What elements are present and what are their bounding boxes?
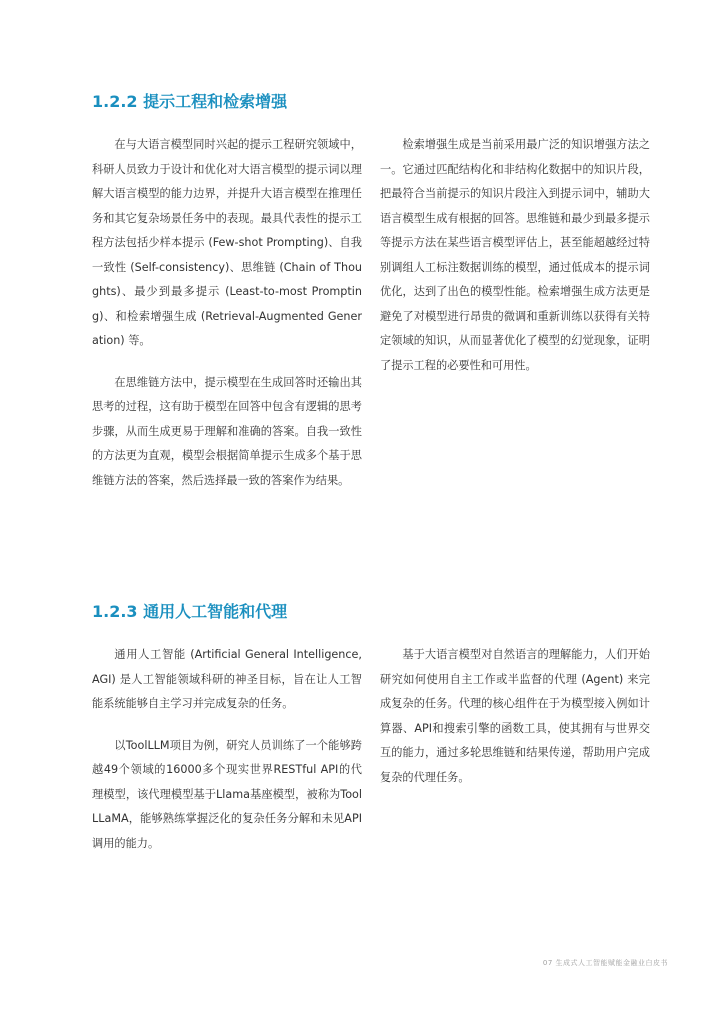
page-footer: 07 生成式人工智能赋能金融业白皮书	[542, 959, 668, 967]
paragraph: 检索增强生成是当前采用最广泛的知识增强方法之一。它通过匹配结构化和非结构化数据中的知识片段，把最符合当前提示的知识片段注入到提示词中，辅助大语言模型生成有根据的回答。思维链和最少到最多提示等提示方法在某些语言模型评估上，甚至能超越经过特别调组人工标注数据训练的模型，通过低成本的提示词优化，达到了出色的模型性能。检索增强生成方法更是避免了对模型进行昂贵的微调和重新训练以获得有关特定领域的知识，从而显著优化了模型的幻觉现象，证明了提示工程的必要性和可用性。	[380, 138, 650, 372]
text-column-right	[380, 133, 650, 378]
paragraph: 以ToolLLM项目为例，研究人员训练了一个能够跨越49个领域的16000多个现实世界RESTful API的代理模型，该代理模型基于Llama基座模型，被称为ToolLLaMA，能够熟练掌握泛化的复杂任务分解和未见API调用的能力。	[92, 738, 362, 850]
text-column-right	[380, 643, 650, 790]
paragraph: 在思维链方法中，提示模型在生成回答时还输出其思考的过程，这有助于模型在回答中包含有逻辑的思考步骤，从而生成更易于理解和准确的答案。自我一致性的方法更为直观，模型会根据简单提示生成多个基于思维链方法的答案，然后选择最一致的答案作为结果。	[92, 375, 362, 487]
text-column-left	[92, 133, 362, 493]
paragraph: 通用人工智能 (Artificial General Intelligence, AGI) 是人工智能领域科研的神圣目标，旨在让人工智能系统能够自主学习并完成复杂的任务。	[92, 648, 362, 710]
paragraph: 在与大语言模型同时兴起的提示工程研究领域中，科研人员致力于设计和优化对大语言模型的提示词以理解大语言模型的能力边界，并提升大语言模型在推理任务和其它复杂场景任务中的表现。最具代表性的提示工程方法包括少样本提示 (Few-shot Prompting)、自我一致性 (Self-consistency)、思维链 (Chain of Thoughts)、最少到最多提示 (Least-to-most Prompting)、和检索增强生成 (Retrieval-Augmented Generation) 等。	[92, 138, 362, 347]
section-heading: 1.2.2 提示工程和检索增强	[92, 92, 288, 111]
text-column-left	[92, 643, 362, 856]
section-heading: 1.2.3 通用人工智能和代理	[92, 602, 288, 621]
paragraph: 基于大语言模型对自然语言的理解能力，人们开始研究如何使用自主工作或半监督的代理 (Agent) 来完成复杂的任务。代理的核心组件在于为模型接入例如计算器、API和搜索引擎的函数工具，使其拥有与世界交互的能力，通过多轮思维链和结果传递，帮助用户完成复杂的代理任务。	[380, 648, 650, 784]
